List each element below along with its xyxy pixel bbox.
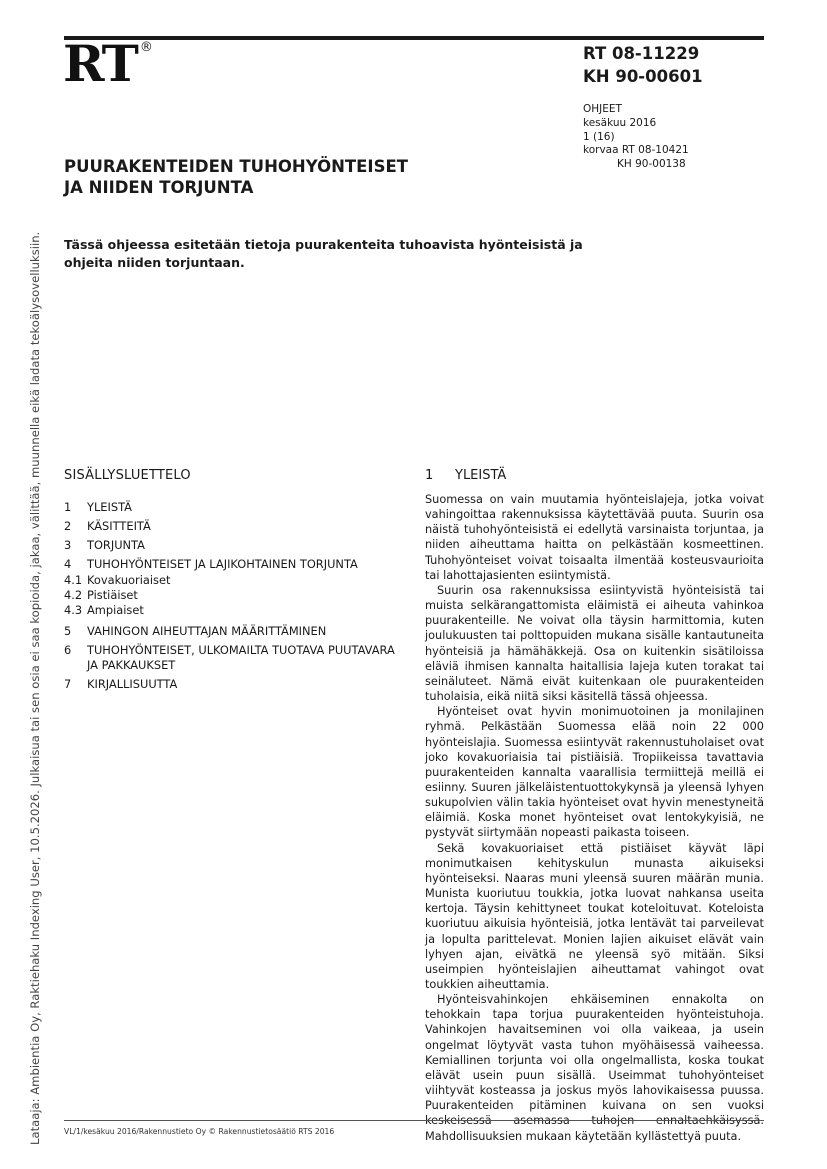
toc-number: 4.1 — [64, 573, 83, 587]
body-paragraph: Hyönteisvahinkojen ehkäiseminen ennakolta on tehokkain tapa torjua puurakenteiden hyönteistuhoja. Vahinkojen havaitseminen voi olla vaikeaa, ja usein ongelmat löytyvät vasta tuhon myöhäisessä vaiheessa. Kemiallinen torjunta voi olla ongelmallista, koska toukat elävät usein puun sisällä. Useimmat tuhohyönteiset viihtyvät kosteassa ja joskus myös lahovikaisessa puussa. Puurakenteiden pitäminen kuivana on sen vuoksi Mahdollisuuksien mukaan käytetään kyllästettyä puuta. — [425, 993, 764, 1143]
table-of-contents — [64, 468, 404, 696]
logo-mark: RT — [63, 34, 137, 93]
download-notice: Lataaja: Ambientia Oy, Raktiehaku Indexing User, 10.5.2026. Julkaisua tai sen osia ei saa kopioida, jakaa, välittää, muunnella eikä ladata tekoälysovelluksiin. — [28, 231, 42, 1145]
toc-number: 4.2 — [64, 588, 83, 602]
toc-label: TUHOHYÖNTEISET, ULKOMAILTA TUOTAVA PUUTAVARA JA PAKKAUKSET — [87, 643, 395, 672]
footer-rule — [64, 1120, 764, 1121]
toc-label: TORJUNTA — [87, 538, 145, 552]
body-paragraph: Hyönteiset ovat hyvin monimuotoinen ja monilajinen ryhmä. Pelkästään Suomessa elää noin 22 000 hyönteislajia. Suomessa esiintyvät rakennustuholaiset ovat joko kovakuoriaisia tai pistiäisiä. Tropiikeissa tavattavia puurakenteiden kannalta vaarallisia termiittejä meillä ei esiinny. Suuren jälkeläistentuottokykynsä ja yleensä lyhyen sukupolvien välin takia hyönteiset ovat hyvin menestyneitä eläimiä. Koska monet hyönteiset ovat lentokykyisiä, ne pystyvät siirtymään nopeasti paikasta toiseen. — [425, 705, 764, 840]
top-rule — [64, 36, 764, 40]
toc-item[interactable] — [64, 677, 404, 692]
toc-number: 4 — [64, 557, 72, 571]
toc-subitem[interactable] — [64, 603, 404, 618]
toc-item[interactable] — [64, 643, 404, 673]
doc-number-rt: RT 08-11229 — [583, 44, 700, 63]
section-heading — [425, 468, 764, 483]
toc-item[interactable] — [64, 519, 404, 534]
document-title — [64, 156, 408, 198]
toc-item[interactable] — [64, 624, 404, 639]
meta-date: kesäkuu 2016 — [583, 116, 657, 129]
document-meta — [583, 103, 689, 172]
toc-number: 7 — [64, 677, 72, 691]
toc-label: Ampiaiset — [87, 603, 144, 617]
toc-subitem[interactable] — [64, 588, 404, 603]
toc-number: 3 — [64, 538, 72, 552]
toc-item[interactable] — [64, 557, 404, 572]
title-line-1: PUURAKENTEIDEN TUHOHYÖNTEISET — [64, 157, 408, 176]
toc-item[interactable] — [64, 538, 404, 553]
meta-replaces-2: KH 90-00138 — [617, 158, 686, 171]
body-paragraph: Suurin osa rakennuksissa esiintyvistä hyönteisistä tai muista selkärangattomista eläimistä ei aiheuta vahinkoa puurakenteille. Ne voivat olla täysin harmittomia, kuten joulukuusten tai polttopuiden mukana sisälle kantautuneita hyönteisiä ja hämähäkkejä. Osa on kuitenkin sisätiloissa eläviä ihmisen kannalta haitallisia lajeja kuten torakat tai seinäluteet. Nämä eivät kuitenkaan ole puurakenteiden tuholaisia, eikä niitä siksi käsitellä tässä ohjeessa. — [425, 583, 764, 704]
meta-type: OHJEET — [583, 103, 622, 115]
toc-heading: SISÄLLYSLUETTELO — [64, 468, 191, 483]
document-numbers — [583, 42, 703, 88]
registered-mark: ® — [139, 40, 153, 55]
toc-number: 2 — [64, 519, 72, 533]
meta-pages: 1 (16) — [583, 130, 615, 143]
title-line-2: JA NIIDEN TORJUNTA — [64, 178, 254, 197]
body-paragraph: Suomessa on vain muutamia hyönteislajeja, jotka voivat vahingoittaa rakennuksissa käytettävää puuta. Suurin osa näistä tuhohyönteisistä ei edellytä varsinaista torjuntaa, ja niiden aiheuttama haitta on pelkästään kosmeettinen. Tuhohyönteiset voivat toisaalta ilmentää kosteusvaurioita tai lahottajasienten esiintymistä. — [425, 493, 764, 582]
toc-label: KÄSITTEITÄ — [87, 519, 151, 533]
toc-label: Pistiäiset — [87, 588, 138, 602]
toc-number: 5 — [64, 624, 72, 638]
body-paragraph: Sekä kovakuoriaiset että pistiäiset käyvät läpi monimutkaisen kehityskulun munasta aikuiseksi hyönteiseksi. Naaras muni yleensä suuren määrän munia. Munista kuoriutuu toukkia, jotka luovat nahkansa useita kertoja. Täysin kehittyneet toukat koteloituvat. Koteloista kuoriutuu aikuisia hyönteisiä, jotka lentävät tai parveilevat ja lopulta parittelevat. Monien lajien aikuiset elävät vain lyhyen ajan, eivätkä ne yleensä syö mitään. Siksi useimpien hyönteislajien aiheuttamat vahingot ovat toukkien aiheuttamia. — [425, 841, 764, 991]
toc-label: KIRJALLISUUTTA — [87, 677, 178, 691]
toc-label: Kovakuoriaiset — [87, 573, 171, 587]
toc-number: 4.3 — [64, 603, 83, 617]
toc-number: 6 — [64, 643, 72, 657]
section-number: 1 — [425, 468, 434, 483]
toc-label: VAHINGON AIHEUTTAJAN MÄÄRITTÄMINEN — [87, 624, 327, 638]
toc-label: YLEISTÄ — [87, 500, 132, 514]
toc-number: 1 — [64, 500, 72, 514]
meta-replaces-1: korvaa RT 08-10421 — [583, 144, 689, 157]
rt-logo — [63, 34, 153, 93]
footer-text: VL/1/kesäkuu 2016/Rakennustieto Oy © Rakennustietosäätiö RTS 2016 — [64, 1127, 335, 1136]
section-general — [425, 468, 764, 1144]
toc-subitem[interactable] — [64, 573, 404, 588]
toc-label: TUHOHYÖNTEISET JA LAJIKOHTAINEN TORJUNTA — [87, 557, 358, 571]
section-title: YLEISTÄ — [455, 468, 507, 483]
toc-item[interactable] — [64, 500, 404, 515]
doc-number-kh: KH 90-00601 — [583, 67, 703, 86]
lead-paragraph: Tässä ohjeessa esitetään tietoja puurakenteita tuhoavista hyönteisistä ja ohjeita niiden torjuntaan. — [64, 237, 583, 270]
